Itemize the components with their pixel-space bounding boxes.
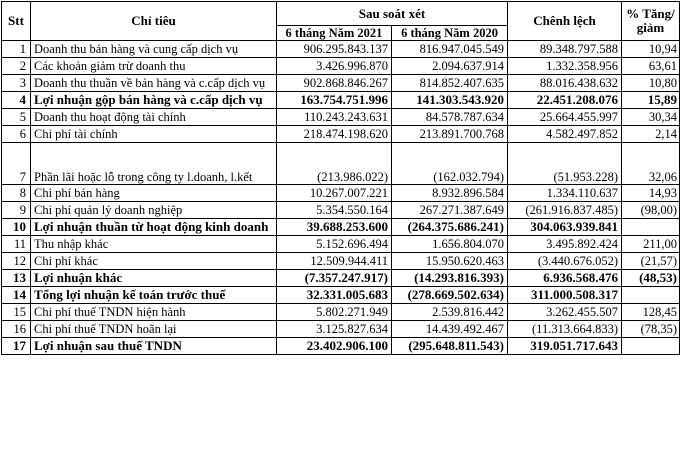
row-pct: 211,00 [622,236,680,253]
table-row [2,185,680,202]
header-period-2021: 6 tháng Năm 2021 [277,26,392,41]
row-value-2020: 816.947.045.549 [392,41,508,58]
row-value-2020: 213.891.700.768 [392,126,508,143]
row-value-2020: 2.539.816.442 [392,304,508,321]
row-stt: 6 [2,126,31,143]
table-row [2,92,680,109]
row-diff: 3.262.455.507 [508,304,622,321]
row-value-2021: 218.474.198.620 [277,126,392,143]
row-item: Thu nhập khác [31,236,277,253]
table-row [2,126,680,143]
row-item: Doanh thu bán hàng và cung cấp dịch vụ [31,41,277,58]
header-row-top [2,2,680,26]
table-row [2,304,680,321]
table-row [2,202,680,219]
row-value-2021: 5.152.696.494 [277,236,392,253]
row-value-2020: (162.032.794) [392,143,508,185]
header-item: Chỉ tiêu [31,2,277,41]
row-value-2020: 15.950.620.463 [392,253,508,270]
header-diff: Chênh lệch [508,2,622,41]
row-stt: 12 [2,253,31,270]
row-diff: 3.495.892.424 [508,236,622,253]
row-item: Chi phí quản lý doanh nghiệp [31,202,277,219]
row-value-2021: 10.267.007.221 [277,185,392,202]
row-pct: 32,06 [622,143,680,185]
row-stt: 3 [2,75,31,92]
row-value-2021: 902.868.846.267 [277,75,392,92]
row-pct: 10,94 [622,41,680,58]
row-item: Chi phí tài chính [31,126,277,143]
row-item: Doanh thu thuần về bán hàng và c.cấp dịch vụ [31,75,277,92]
income-statement-table [1,1,680,355]
row-value-2021: 5.354.550.164 [277,202,392,219]
row-item: Các khoản giảm trừ doanh thu [31,58,277,75]
row-pct: 2,14 [622,126,680,143]
row-value-2021: 12.509.944.411 [277,253,392,270]
row-item: Chi phí thuế TNDN hoãn lại [31,321,277,338]
row-diff: 6.936.568.476 [508,270,622,287]
row-pct: (21,57) [622,253,680,270]
row-value-2020: 84.578.787.634 [392,109,508,126]
header-stt: Stt [2,2,31,41]
row-pct: 128,45 [622,304,680,321]
row-value-2020: (278.669.502.634) [392,287,508,304]
row-value-2021: 163.754.751.996 [277,92,392,109]
header-pct [622,2,680,41]
row-value-2020: 141.303.543.920 [392,92,508,109]
row-value-2021: (7.357.247.917) [277,270,392,287]
row-diff: 4.582.497.852 [508,126,622,143]
row-item: Chi phí thuế TNDN hiện hành [31,304,277,321]
table-row [2,41,680,58]
table-row [2,109,680,126]
row-value-2021: 5.802.271.949 [277,304,392,321]
row-diff: 88.016.438.632 [508,75,622,92]
row-value-2020: 814.852.407.635 [392,75,508,92]
row-pct: 63,61 [622,58,680,75]
row-stt: 16 [2,321,31,338]
table-row [2,321,680,338]
row-diff: 25.664.455.997 [508,109,622,126]
row-item: Chi phí khác [31,253,277,270]
header-pct-line2: giảm [636,20,665,35]
row-value-2021: 39.688.253.600 [277,219,392,236]
row-stt: 5 [2,109,31,126]
row-item: Lợi nhuận khác [31,270,277,287]
row-pct: (98,00) [622,202,680,219]
row-value-2020: (14.293.816.393) [392,270,508,287]
table-row [2,253,680,270]
row-stt: 9 [2,202,31,219]
row-pct [622,287,680,304]
row-diff: 22.451.208.076 [508,92,622,109]
row-stt: 4 [2,92,31,109]
row-pct [622,219,680,236]
row-stt: 7 [2,143,31,185]
table-row [2,219,680,236]
row-value-2021: 3.426.996.870 [277,58,392,75]
table-row [2,338,680,355]
row-pct [622,338,680,355]
row-item: Lợi nhuận gộp bán hàng và c.cấp dịch vụ [31,92,277,109]
row-value-2020: 14.439.492.467 [392,321,508,338]
row-value-2020: (264.375.686.241) [392,219,508,236]
row-pct: 30,34 [622,109,680,126]
row-stt: 14 [2,287,31,304]
table-row [2,270,680,287]
row-diff: 319.051.717.643 [508,338,622,355]
row-pct: (78,35) [622,321,680,338]
row-diff: (261.916.837.485) [508,202,622,219]
table-row [2,75,680,92]
row-stt: 1 [2,41,31,58]
table-row [2,236,680,253]
header-period-2020: 6 tháng Năm 2020 [392,26,508,41]
row-diff: (51.953.228) [508,143,622,185]
table-row [2,143,680,185]
row-diff: 1.332.358.956 [508,58,622,75]
header-pct-line1: % Tăng/ [626,6,675,21]
row-diff: (3.440.676.052) [508,253,622,270]
row-pct: (48,53) [622,270,680,287]
row-diff: 89.348.797.588 [508,41,622,58]
row-value-2020: 1.656.804.070 [392,236,508,253]
table-body [2,41,680,355]
row-diff: 304.063.939.841 [508,219,622,236]
row-item: Chi phí bán hàng [31,185,277,202]
row-value-2021: 32.331.005.683 [277,287,392,304]
row-stt: 10 [2,219,31,236]
row-item: Lợi nhuận sau thuế TNDN [31,338,277,355]
table-row [2,58,680,75]
row-pct: 10,80 [622,75,680,92]
row-stt: 8 [2,185,31,202]
row-item: Tổng lợi nhuận kế toán trước thuế [31,287,277,304]
row-diff: (11.313.664.833) [508,321,622,338]
table-row [2,287,680,304]
row-stt: 11 [2,236,31,253]
row-stt: 13 [2,270,31,287]
row-item: Phần lãi hoặc lỗ trong công ty l.doanh, l.kết [31,143,277,185]
row-value-2020: 2.094.637.914 [392,58,508,75]
row-value-2020: 8.932.896.584 [392,185,508,202]
row-value-2021: 906.295.843.137 [277,41,392,58]
row-diff: 311.000.508.317 [508,287,622,304]
row-stt: 2 [2,58,31,75]
row-item: Doanh thu hoạt động tài chính [31,109,277,126]
row-value-2021: (213.986.022) [277,143,392,185]
row-diff: 1.334.110.637 [508,185,622,202]
row-value-2021: 110.243.243.631 [277,109,392,126]
row-value-2020: 267.271.387.649 [392,202,508,219]
row-pct: 15,89 [622,92,680,109]
row-value-2020: (295.648.811.543) [392,338,508,355]
row-item: Lợi nhuận thuần từ hoạt động kinh doanh [31,219,277,236]
header-audited: Sau soát xét [277,2,508,26]
row-stt: 17 [2,338,31,355]
row-value-2021: 23.402.906.100 [277,338,392,355]
row-value-2021: 3.125.827.634 [277,321,392,338]
row-stt: 15 [2,304,31,321]
row-pct: 14,93 [622,185,680,202]
